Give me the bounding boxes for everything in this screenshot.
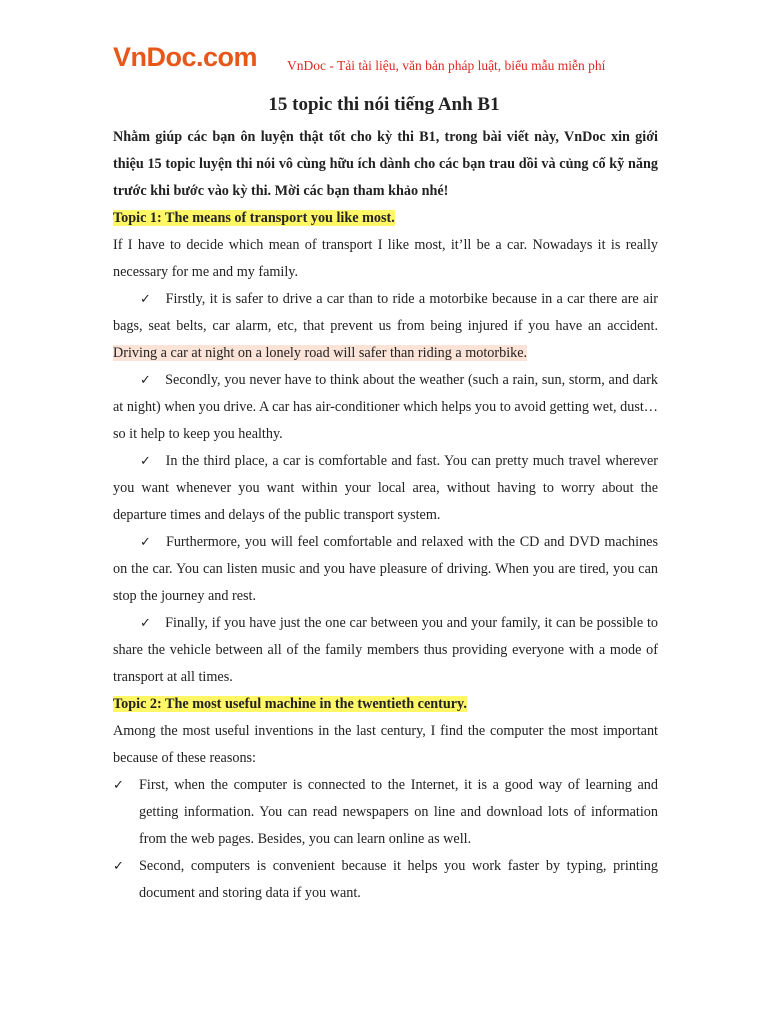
topic-2-point	[113, 853, 658, 907]
highlighted-sentence: Driving a car at night on a lonely road will safer than riding a motorbike.	[113, 345, 528, 361]
checkmark-icon: ✓	[140, 616, 152, 631]
document-body	[113, 124, 658, 907]
checkmark-icon: ✓	[140, 292, 152, 307]
topic-2-intro: Among the most useful inventions in the last century, I find the computer the most important because of these reasons:	[113, 723, 658, 766]
topic-1-point	[113, 529, 658, 610]
point-text: Secondly, you never have to think about the weather (such a rain, sun, storm, and dark at night) when you drive. A car has air-conditioner which helps you to avoid getting wet, dust… so it help to keep you healthy.	[113, 372, 658, 442]
vndoc-logo[interactable]: VnDoc.com	[113, 42, 258, 72]
point-text: First, when the computer is connected to the Internet, it is a good way of learning and getting information. You can read newspapers on line and download lots of information from the web pages. Besides, you can learn online as well.	[139, 777, 658, 847]
point-text: Second, computers is convenient because it helps you work faster by typing, printing document and storing data if you want.	[139, 858, 658, 901]
document-title: 15 topic thi nói tiếng Anh B1	[268, 94, 500, 115]
point-text: Firstly, it is safer to drive a car than to ride a motorbike because in a car there are air bags, seat belts, car alarm, etc, that prevent us from being injured if you have an accident.	[113, 291, 658, 334]
topic-2-heading	[113, 691, 658, 718]
topic-1-point	[113, 448, 658, 529]
page-header	[0, 0, 768, 90]
topic-2-heading-text: Topic 2: The most useful machine in the twentieth century.	[113, 696, 467, 712]
checkmark-icon: ✓	[113, 859, 124, 874]
topic-1-heading-text: Topic 1: The means of transport you like most.	[113, 210, 395, 226]
topic-1-point	[113, 286, 658, 367]
checkmark-icon: ✓	[113, 778, 124, 793]
intro-paragraph: Nhằm giúp các bạn ôn luyện thật tốt cho kỳ thi B1, trong bài viết này, VnDoc xin giới thiệu 15 topic luyện thi nói vô cùng hữu ích dành cho các bạn trau dồi và củng cố kỹ năng trước khi bước vào kỳ thi. Mời các bạn tham khảo nhé!	[113, 129, 658, 199]
topic-1-intro: If I have to decide which mean of transport I like most, it’ll be a car. Nowadays it is really necessary for me and my family.	[113, 237, 658, 280]
checkmark-icon: ✓	[140, 454, 152, 469]
checkmark-icon: ✓	[140, 373, 152, 388]
point-text: Finally, if you have just the one car between you and your family, it can be possible to share the vehicle between all of the family members thus providing everyone with a mode of transport at all times.	[113, 615, 658, 685]
topic-2-point	[113, 772, 658, 853]
checkmark-icon: ✓	[140, 535, 152, 550]
topic-1-point	[113, 610, 658, 691]
point-text: Furthermore, you will feel comfortable and relaxed with the CD and DVD machines on the car. You can listen music and you have pleasure of driving. When you are tired, you can stop the journey and rest.	[113, 534, 658, 604]
header-tagline: VnDoc - Tải tài liệu, văn bản pháp luật, biểu mẫu miễn phí	[287, 58, 606, 73]
point-text: In the third place, a car is comfortable and fast. You can pretty much travel wherever you want whenever you want within your local area, without having to worry about the departure times and delays of the public transport system.	[113, 453, 658, 523]
topic-1-point	[113, 367, 658, 448]
topic-1-heading	[113, 205, 658, 232]
